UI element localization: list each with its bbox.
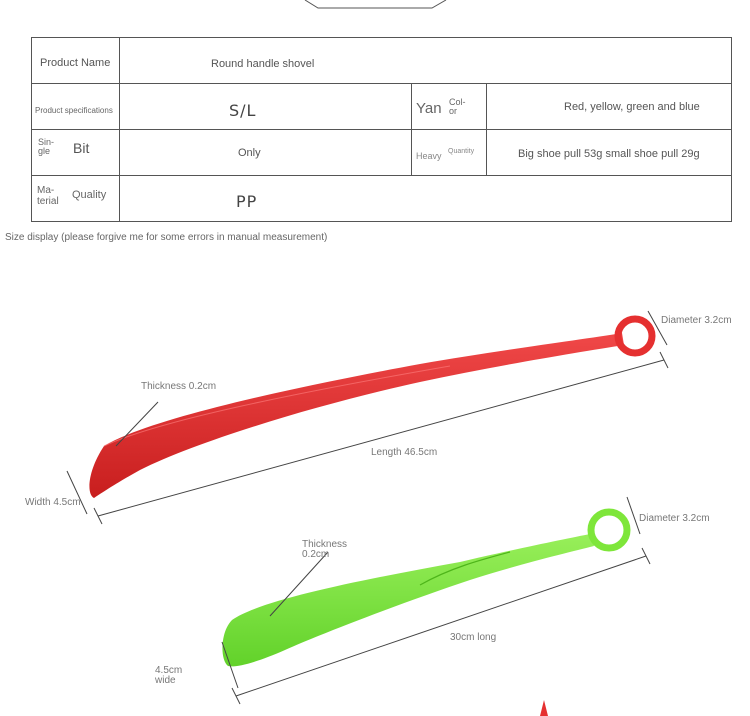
- red-width-label: Width 4.5cm: [25, 497, 81, 508]
- product-name-value: Round handle shovel: [211, 58, 315, 70]
- material-label-b: Quality: [72, 189, 107, 201]
- color-label-b2: or: [449, 106, 458, 116]
- red-thickness-label: Thickness 0.2cm: [141, 381, 217, 392]
- material-label-a1: Ma-: [37, 185, 55, 196]
- single-label-b: Bit: [73, 140, 90, 156]
- green-diameter-label: Diameter 3.2cm: [639, 513, 710, 524]
- product-name-label: Product Name: [40, 57, 111, 69]
- green-width-label-1: 4.5cm: [155, 665, 183, 676]
- product-spec-label: Product specifications: [35, 106, 113, 115]
- green-thickness-label-2: 0.2cm: [302, 549, 330, 560]
- green-thickness-label-1: Thickness: [302, 539, 348, 550]
- material-value: PP: [236, 192, 258, 211]
- single-label-a2: gle: [38, 146, 51, 156]
- green-length-label: 30cm long: [450, 632, 497, 643]
- weight-value: Big shoe pull 53g small shoe pull 29g: [518, 148, 700, 160]
- bottom-partial-product: [540, 700, 548, 716]
- color-value: Red, yellow, green and blue: [564, 101, 700, 113]
- material-label-a2: terial: [37, 196, 59, 207]
- red-diameter-label: Diameter 3.2cm: [661, 315, 732, 326]
- weight-label-b: Quantity: [448, 148, 475, 155]
- single-value: Only: [238, 147, 261, 159]
- green-shovel: [222, 512, 627, 666]
- color-label-b1: Col-: [449, 97, 466, 107]
- red-shovel: [89, 319, 652, 498]
- color-label-a: Yan: [416, 100, 442, 117]
- product-spec-value: S/L: [229, 101, 257, 120]
- green-width-label-2: wide: [155, 675, 176, 686]
- weight-label-a: Heavy: [416, 151, 442, 161]
- red-length-label: Length 46.5cm: [371, 447, 438, 458]
- size-display-note: Size display (please forgive me for some errors in manual measurement): [5, 232, 328, 243]
- single-label-a1: Sin-: [38, 137, 55, 147]
